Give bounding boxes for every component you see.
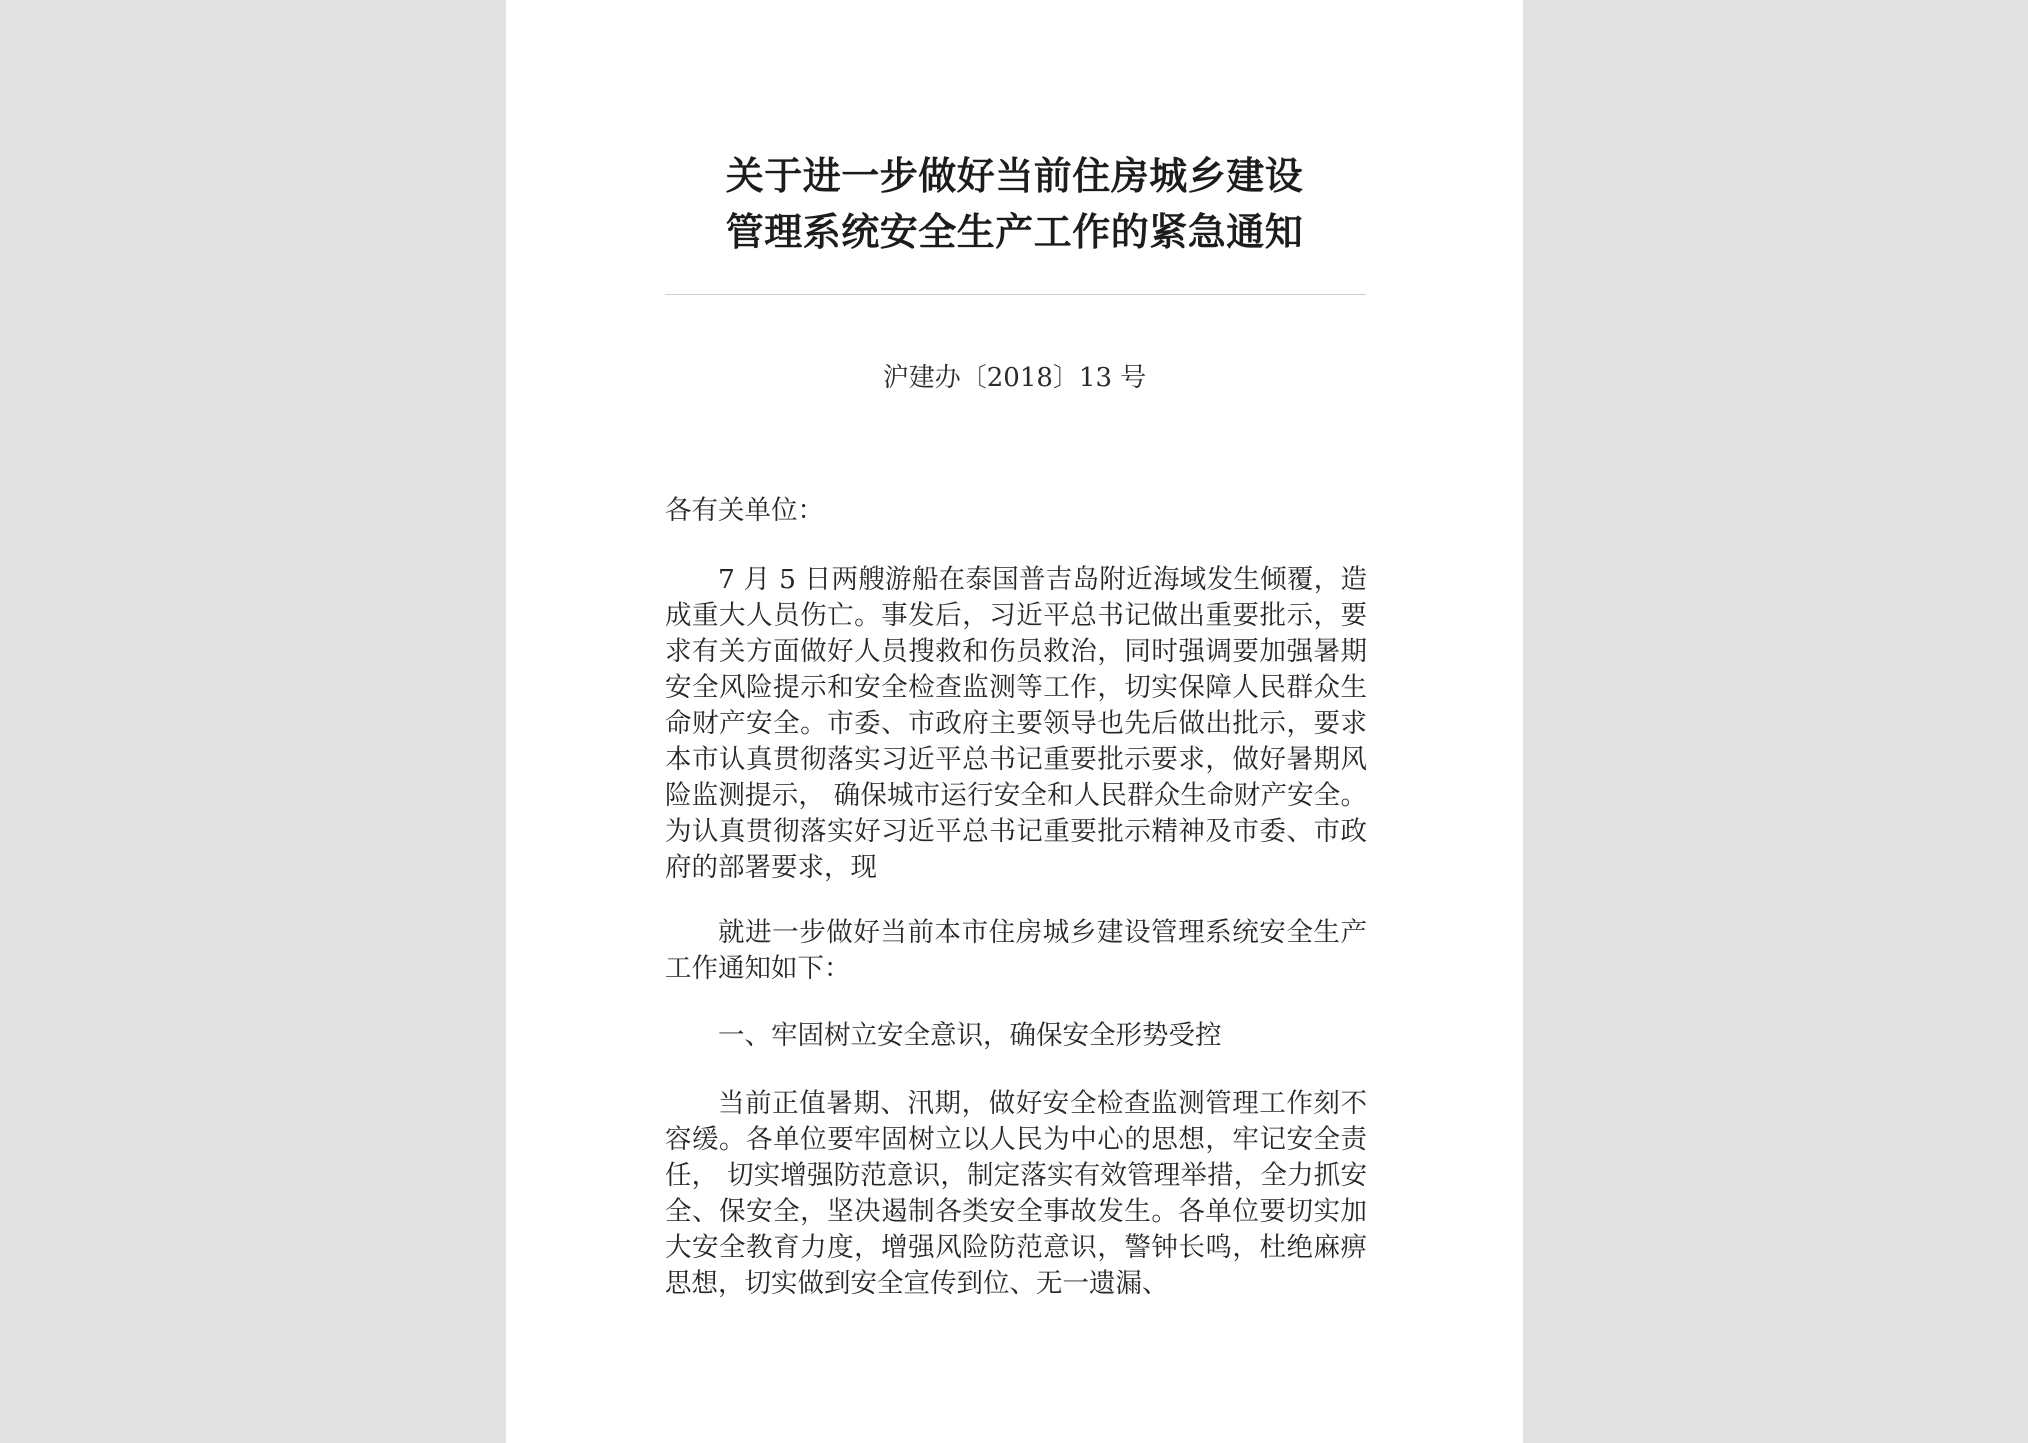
document-number: 沪建办〔2018〕13 号: [882, 363, 1147, 393]
title-divider: [665, 294, 1366, 295]
section-heading-1: 一、牢固树立安全意识，确保安全形势受控: [718, 1020, 1222, 1051]
paragraph-1: 7 月 5 日两艘游船在泰国普吉岛附近海域发生倾覆，造成重大人员伤亡。事发后，习近平总书记做出重要批示，要求有关方面做好人员搜救和伤员救治，同时强调要加强暑期安全风险提示和安全检查监测等工作，切实保障人民群众生命财产安全。市委、市政府主要领导也先后做出批示，要求本市认真贯彻落实习近平总书记重要批示要求，做好暑期风险监测提示， 确保城市运行安全和人民群众生命财产安全。为认真贯彻落实好习近平总书记重要批示精神及市委、市政府的部署要求，现: [665, 564, 1367, 883]
paragraph-3: 当前正值暑期、汛期，做好安全检查监测管理工作刻不容缓。各单位要牢固树立以人民为中心的思想，牢记安全责任， 切实增强防范意识，制定落实有效管理举措，全力抓安全、保安全，坚决遏制各类安全事故发生。各单位要切实加大安全教育力度，增强风险防范意识，警钟长鸣，杜绝麻痹思想，切实做到安全宣传到位、无一遗漏、: [665, 1088, 1367, 1299]
paragraph-2: 就进一步做好当前本市住房城乡建设管理系统安全生产工作通知如下：: [665, 917, 1367, 984]
title-line-2: 管理系统安全生产工作的紧急通知: [725, 209, 1304, 254]
document-title: [506, 148, 1523, 260]
title-line-1: 关于进一步做好当前住房城乡建设: [725, 153, 1304, 198]
salutation: 各有关单位：: [665, 495, 824, 526]
document-page: [506, 0, 1523, 1443]
